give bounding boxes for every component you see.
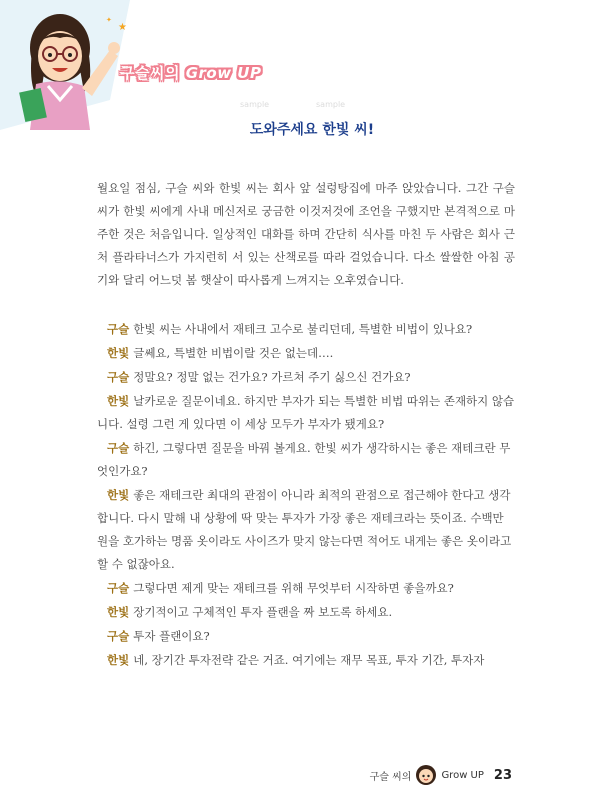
dialog-line bbox=[97, 625, 515, 648]
dialog-speaker: 한빛 bbox=[107, 605, 130, 619]
dialog-speaker: 한빛 bbox=[107, 346, 130, 360]
dialog-line bbox=[97, 577, 515, 600]
dialog-speaker: 한빛 bbox=[107, 653, 130, 667]
dialog-speaker: 구슬 bbox=[107, 629, 130, 643]
page-footer bbox=[370, 764, 512, 786]
dialog-list bbox=[97, 318, 515, 673]
dialog-speaker: 한빛 bbox=[107, 394, 130, 408]
header-title bbox=[120, 62, 261, 83]
section-heading bbox=[0, 119, 600, 139]
deco-text-right: sample bbox=[316, 100, 346, 109]
dialog-line bbox=[97, 342, 515, 365]
svg-text:✦: ✦ bbox=[106, 16, 112, 24]
dialog-text: 투자 플랜이요? bbox=[133, 629, 210, 643]
dialog-speaker: 구슬 bbox=[107, 322, 130, 336]
footer-series-tag: Grow UP bbox=[441, 769, 484, 781]
header-title-korean: 구슬씨의 bbox=[120, 64, 180, 82]
dialog-text: 날카로운 질문이네요. 하지만 부자가 되는 특별한 비법 따위는 존재하지 않습니다. 설령 그런 게 있다면 이 세상 모두가 부자가 됐게요? bbox=[97, 394, 515, 431]
page-number: 23 bbox=[493, 767, 512, 783]
dialog-text: 네, 장기간 투자전략 같은 거죠. 여기에는 재무 목표, 투자 기간, 투자자 bbox=[133, 653, 485, 667]
dialog-text: 하긴, 그렇다면 질문을 바꿔 볼게요. 한빛 씨가 생각하시는 좋은 재테크란 무엇인가요? bbox=[97, 441, 511, 478]
header-title-english: Grow UP bbox=[185, 64, 262, 82]
deco-text-left: sample bbox=[240, 100, 270, 109]
mascot-illustration bbox=[0, 0, 140, 130]
dialog-line bbox=[97, 390, 515, 436]
dialog-text: 좋은 재테크란 최대의 관점이 아니라 최적의 관점으로 접근해야 한다고 생각합니다. 다시 말해 내 상황에 딱 맞는 투자가 가장 좋은 재테크라는 뜻이죠. 수백만 원을 호가하는 명품 옷이라도 사이즈가 맞지 않는다면 적어도 내게는 좋은 옷이라고 할 수 없잖아요. bbox=[97, 488, 512, 571]
dialog-text: 그렇다면 제게 맞는 재테크를 위해 무엇부터 시작하면 좋을까요? bbox=[133, 581, 454, 595]
dialog-speaker: 한빛 bbox=[107, 488, 130, 502]
dialog-text: 정말요? 정말 없는 건가요? 가르쳐 주기 싫으신 건가요? bbox=[133, 370, 411, 384]
dialog-speaker: 구슬 bbox=[107, 441, 130, 455]
dialog-line bbox=[97, 484, 515, 576]
dialog-speaker: 구슬 bbox=[107, 581, 130, 595]
dialog-line bbox=[97, 601, 515, 624]
dialog-line bbox=[97, 366, 515, 389]
dialog-text: 한빛 씨는 사내에서 재테크 고수로 불리던데, 특별한 비법이 있나요? bbox=[133, 322, 473, 336]
dialog-text: 장기적이고 구체적인 투자 플랜을 짜 보도록 하세요. bbox=[133, 605, 393, 619]
section-heading-text: 도와주세요 한빛 씨! bbox=[249, 122, 375, 138]
dialog-text: 글쎄요, 특별한 비법이랄 것은 없는데…. bbox=[133, 346, 334, 360]
dialog-line bbox=[97, 649, 515, 672]
intro-paragraph: 월요일 점심, 구슬 씨와 한빛 씨는 회사 앞 설렁탕집에 마주 앉았습니다. 그간 구슬 씨가 한빛 씨에게 사내 메신저로 궁금한 이것저것에 조언을 구했지만 본격적으로 마주한 것은 처음입니다. 일상적인 대화를 하며 간단히 식사를 마친 두 사람은 회사 근처 플라타너스가 가지런히 서 있는 산책로를 따라 걸었습니다. 다소 쌀쌀한 아침 공기와 달리 어느덧 봄 햇살이 따사롭게 느껴지는 오후였습니다. bbox=[97, 180, 515, 287]
dialog-line bbox=[97, 437, 515, 483]
dialog-line bbox=[97, 318, 515, 341]
footer-series-name: 구슬 씨의 bbox=[369, 771, 412, 783]
mascot-face-icon bbox=[415, 764, 437, 786]
svg-text:★: ★ bbox=[118, 22, 127, 33]
dialog-speaker: 구슬 bbox=[107, 370, 130, 384]
